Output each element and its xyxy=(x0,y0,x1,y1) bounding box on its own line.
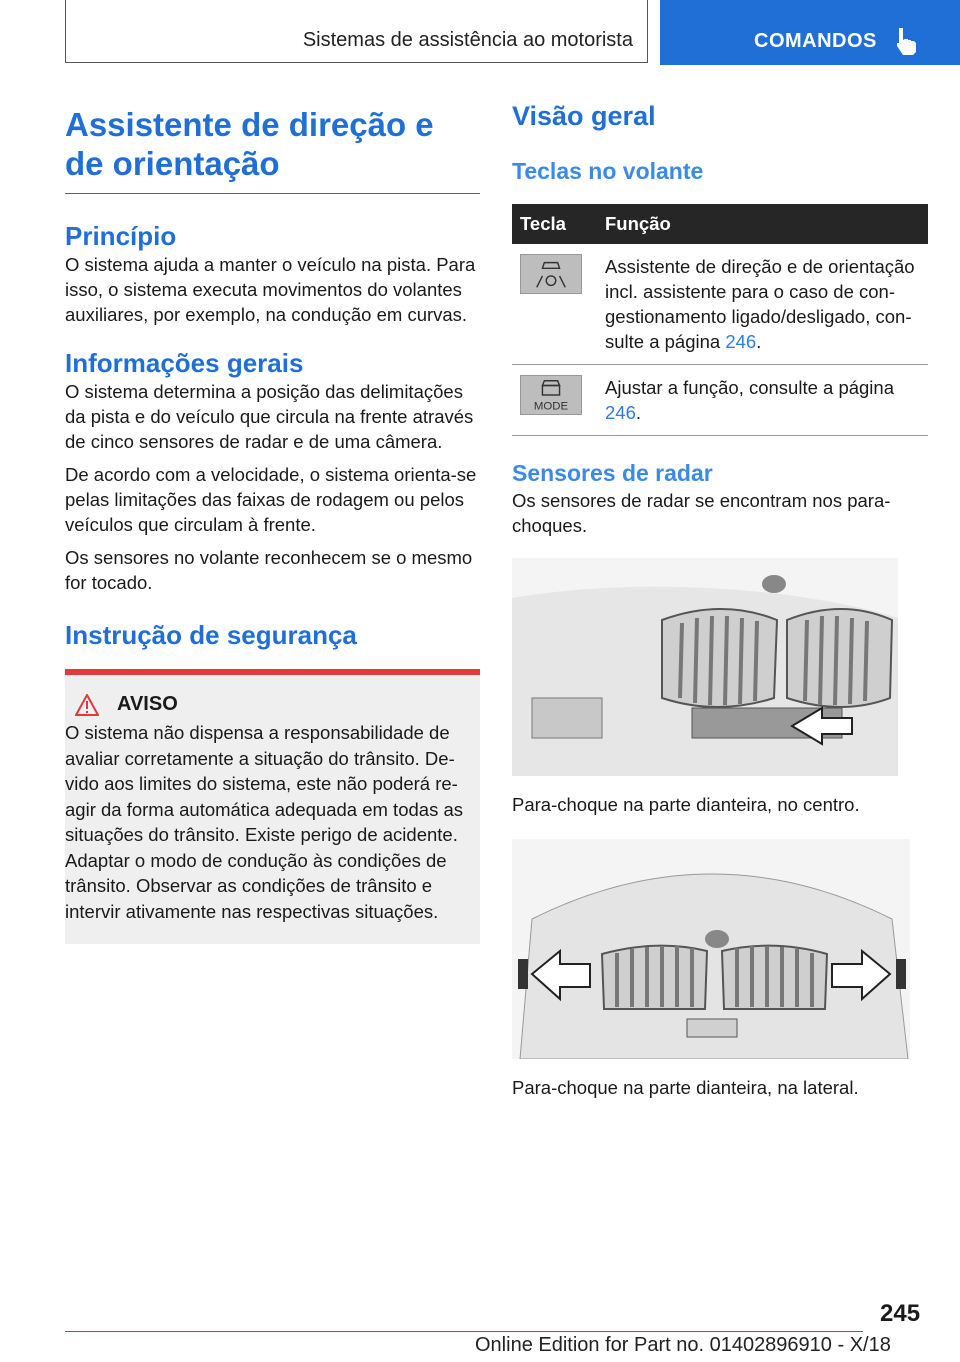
row1-suffix: . xyxy=(756,331,762,352)
informacoes-text-2: De acordo com a velocidade, o sistema orienta-se pelas limitações das faixas de rodagem ou pelos veículos que circulam à frente. xyxy=(65,464,477,535)
warning-label: AVISO xyxy=(117,693,178,715)
caption-center: Para-choque na parte dianteira, no centro. xyxy=(512,794,860,815)
page-title: Assistente de direção e de orientação xyxy=(65,105,480,194)
col-header-funcao: Função xyxy=(605,204,928,244)
keys-table-header xyxy=(512,204,928,244)
heading-visao-geral: Visão geral xyxy=(512,101,656,131)
heading-teclas-volante: Teclas no volante xyxy=(512,158,704,184)
row1-page-link[interactable]: 246 xyxy=(725,331,757,352)
row2-suffix: . xyxy=(635,402,642,423)
bumper-lateral-image xyxy=(512,839,910,1059)
bumper-center-image xyxy=(512,558,898,776)
heading-sensores-radar: Sensores de radar xyxy=(512,460,713,486)
table-row xyxy=(512,365,928,436)
col-header-tecla: Tecla xyxy=(512,204,605,244)
footer-divider xyxy=(65,1331,863,1332)
heading-principio: Princípio xyxy=(65,221,177,251)
row2-page-link[interactable]: 246 xyxy=(605,402,636,423)
page-number: 245 xyxy=(880,1300,921,1327)
section-header-box xyxy=(65,0,648,63)
heading-instrucao-seguranca: Instrução de segurança xyxy=(65,620,357,650)
steering-assist-button-icon[interactable] xyxy=(520,254,582,294)
mode-button-icon[interactable] xyxy=(520,375,582,415)
caption-lateral: Para-choque na parte dianteira, na lateral. xyxy=(512,1077,859,1098)
principio-text: O sistema ajuda a manter o veículo na pista. Para isso, o sistema executa movimentos do volantes auxiliares, por exemplo, na condução em curvas. xyxy=(65,254,476,325)
radar-text: Os sensores de radar se encontram nos para-choques. xyxy=(512,490,891,536)
warning-text: O sistema não dispensa a responsabilidade de avaliar corretamente a situação do trânsito. Devido aos limites do sistema, este não poderá reagir da forma automática adequada em todas as situações do trânsito. Existe perigo de acidente. Adaptar o modo de condução às condições de trânsito. Observar as condições de trânsito e intervir ativamente nas respectivas situações. xyxy=(65,722,463,922)
mode-button-label: MODE xyxy=(533,400,569,413)
heading-informacoes-gerais: Informações gerais xyxy=(65,348,304,378)
section-title: Sistemas de assistência ao motorista xyxy=(302,29,633,51)
informacoes-text-3: Os sensores no volante reconhecem se o mesmo for tocado. xyxy=(65,547,473,593)
chapter-tab-label: COMANDOS xyxy=(754,30,877,52)
row1-function-text: Assistente de direção e de orientação incl. assistente para o caso de congestionamento ligado/desligado, consulte a página xyxy=(605,256,915,352)
page-header xyxy=(0,0,960,65)
informacoes-text-1: O sistema determina a posição das delimitações da pista e do veículo que circula na frente através de cinco sensores de radar e de uma câmera. xyxy=(65,381,474,452)
warning-box xyxy=(65,669,480,944)
keys-table xyxy=(512,204,928,436)
footer-edition: Online Edition for Part no. 01402896910 - X/18 xyxy=(475,1334,891,1356)
warning-triangle-icon xyxy=(75,694,99,716)
row2-function-text: Ajustar a função, consulte a página xyxy=(605,377,894,398)
chapter-tab[interactable] xyxy=(660,0,960,65)
table-row xyxy=(512,244,928,365)
right-column xyxy=(512,100,928,1100)
pointing-hand-icon xyxy=(893,26,921,56)
left-column xyxy=(65,105,480,944)
warning-title xyxy=(65,693,480,716)
